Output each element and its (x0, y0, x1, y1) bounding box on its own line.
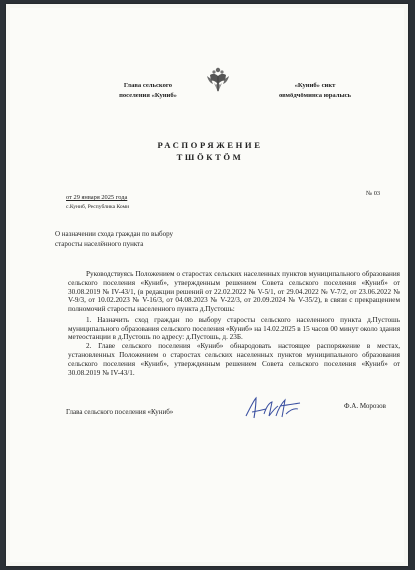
coat-of-arms-icon (205, 66, 231, 96)
title-russian: РАСПОРЯЖЕНИЕ (157, 140, 263, 150)
body-paragraph-2: 1. Назначить сход граждан по выбору старосты сельского населенного пункта д.Пустошь муниципального образования сельского поселения «Куниб» на 14.02.2025 в 15 часов 00 минут около здания метеостанции в д.Пустошь по адресу: д.Пустошь, д. 23Б. (68, 315, 400, 342)
header-right-line2: овмöдчöминса юралысь (278, 91, 352, 99)
header-right-line1: «Куниб» сикт (294, 82, 336, 89)
document-sheet (6, 4, 408, 566)
document-date: от 29 января 2025 года (66, 194, 128, 201)
signature-icon (242, 394, 304, 422)
subject-line2: старосты населённого пункта (55, 239, 144, 248)
document-number: № 03 (366, 190, 381, 197)
document-page (10, 8, 404, 562)
coat-of-arms-emblem (205, 66, 231, 96)
handwritten-signature (242, 394, 304, 422)
document-place: с.Куниб, Республика Коми (66, 204, 130, 210)
subject-line1: О назначении схода граждан по выбору (55, 230, 174, 238)
header-right (262, 81, 368, 100)
header-left-line2: поселения «Куниб» (119, 91, 177, 99)
header-left (96, 81, 200, 100)
signatory-name: Ф.А. Морозов (344, 402, 386, 410)
body-paragraph-1: Руководствуясь Положением о старостах сельских населенных пунктов муниципального образования сельского поселения «Куниб», утвержденным решением Совета сельского поселения «Куниб» от 30.08.2019 № IV-43/1, (в редакции решений от 22.02.2022 № V-5/1, от 29.04.2022 № V-7/2, от 23.06.2022 № V-9/3, от 10.02.2023 № V-16/3, от 04.08.2023 № V-22/3, от 20.09.2024 № V-35/2), в связи с прекращением полномочий старосты населенного пункта д.Пустошь: (68, 270, 400, 314)
document-title (110, 140, 310, 162)
title-komi: ТШӦКТӦМ (176, 152, 244, 162)
header-left-line1: Глава сельского (123, 82, 173, 89)
body-paragraph-3: 2. Главе сельского поселения «Куниб» обнародовать настоящее распоряжение в местах, установленных Положением о старостах сельских населенных пунктов муниципального образования сельского поселения «Куниб», утвержденным решением Совета сельского поселения «Куниб» от 30.08.2019 № IV-43/1. (68, 342, 400, 377)
signature-position: Глава сельского поселения «Куниб» (66, 408, 174, 416)
document-subject (55, 230, 275, 250)
document-body (68, 270, 400, 377)
